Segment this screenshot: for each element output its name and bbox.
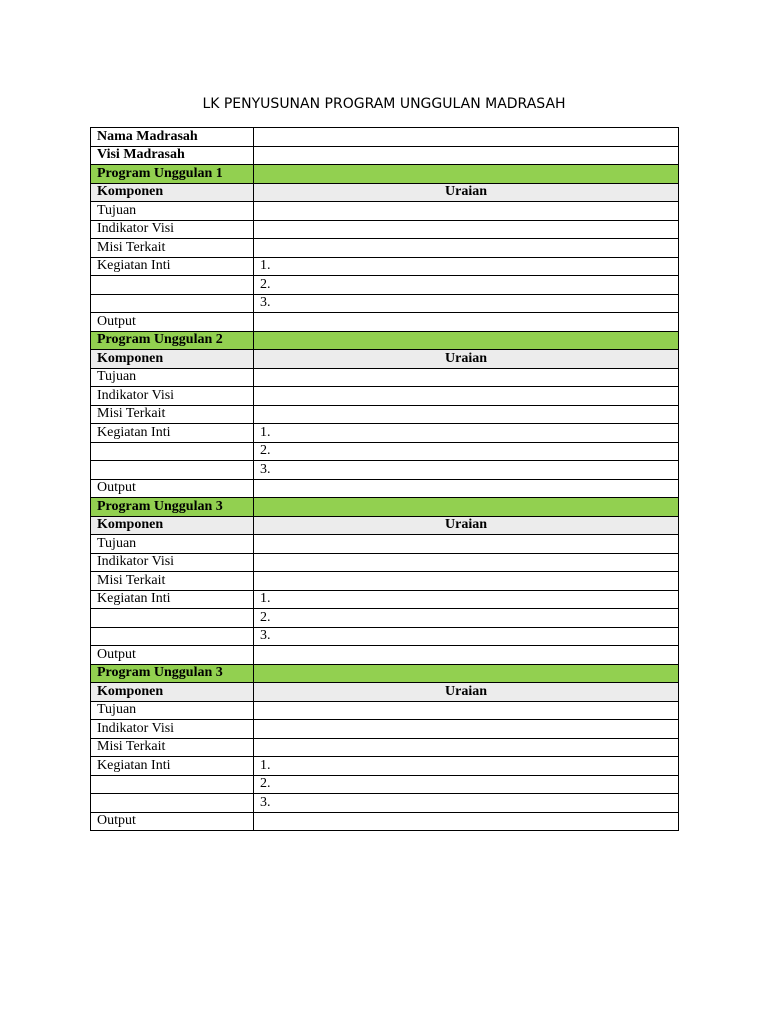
kegiatan-inti-label: Kegiatan Inti bbox=[91, 257, 254, 276]
empty-label-cell bbox=[91, 794, 254, 813]
komponen-header: Komponen bbox=[91, 183, 254, 202]
visi-madrasah-label: Visi Madrasah bbox=[91, 146, 254, 165]
empty-label-cell bbox=[91, 276, 254, 295]
column-header-row bbox=[91, 683, 679, 702]
uraian-header: Uraian bbox=[254, 183, 679, 202]
program-title: Program Unggulan 3 bbox=[91, 498, 254, 517]
program-header-row bbox=[91, 165, 679, 184]
kegiatan-inti-row bbox=[91, 590, 679, 609]
output-row bbox=[91, 646, 679, 665]
empty-label-cell bbox=[91, 442, 254, 461]
tujuan-field[interactable] bbox=[254, 535, 679, 554]
kegiatan-item-2[interactable]: 2. bbox=[254, 276, 679, 295]
kegiatan-inti-row bbox=[91, 276, 679, 295]
kegiatan-inti-label: Kegiatan Inti bbox=[91, 757, 254, 776]
indikator-visi-row bbox=[91, 387, 679, 406]
kegiatan-inti-row bbox=[91, 627, 679, 646]
column-header-row bbox=[91, 516, 679, 535]
tujuan-label: Tujuan bbox=[91, 202, 254, 221]
indikator-visi-row bbox=[91, 720, 679, 739]
column-header-row bbox=[91, 350, 679, 369]
empty-label-cell bbox=[91, 609, 254, 628]
visi-madrasah-field[interactable] bbox=[254, 146, 679, 165]
indikator-visi-row bbox=[91, 220, 679, 239]
indikator-visi-label: Indikator Visi bbox=[91, 553, 254, 572]
program-header-row bbox=[91, 664, 679, 683]
indikator-visi-row bbox=[91, 553, 679, 572]
program-header-row bbox=[91, 331, 679, 350]
kegiatan-inti-label: Kegiatan Inti bbox=[91, 424, 254, 443]
kegiatan-item-2[interactable]: 2. bbox=[254, 775, 679, 794]
kegiatan-item-3[interactable]: 3. bbox=[254, 461, 679, 480]
komponen-header: Komponen bbox=[91, 683, 254, 702]
kegiatan-inti-row bbox=[91, 757, 679, 776]
output-row bbox=[91, 479, 679, 498]
misi-terkait-row bbox=[91, 572, 679, 591]
misi-terkait-row bbox=[91, 239, 679, 258]
page-title: LK PENYUSUNAN PROGRAM UNGGULAN MADRASAH bbox=[202, 96, 566, 112]
tujuan-field[interactable] bbox=[254, 202, 679, 221]
program-header-row bbox=[91, 498, 679, 517]
misi-terkait-field[interactable] bbox=[254, 405, 679, 424]
tujuan-field[interactable] bbox=[254, 368, 679, 387]
indikator-visi-field[interactable] bbox=[254, 553, 679, 572]
uraian-header: Uraian bbox=[254, 683, 679, 702]
kegiatan-inti-row bbox=[91, 442, 679, 461]
output-row bbox=[91, 313, 679, 332]
misi-terkait-field[interactable] bbox=[254, 572, 679, 591]
nama-madrasah-row bbox=[91, 128, 679, 147]
output-label: Output bbox=[91, 646, 254, 665]
kegiatan-item-3[interactable]: 3. bbox=[254, 294, 679, 313]
indikator-visi-label: Indikator Visi bbox=[91, 720, 254, 739]
program-title: Program Unggulan 1 bbox=[91, 165, 254, 184]
misi-terkait-field[interactable] bbox=[254, 239, 679, 258]
tujuan-row bbox=[91, 202, 679, 221]
misi-terkait-label: Misi Terkait bbox=[91, 572, 254, 591]
misi-terkait-field[interactable] bbox=[254, 738, 679, 757]
program-title-filler bbox=[254, 331, 679, 350]
program-title: Program Unggulan 2 bbox=[91, 331, 254, 350]
indikator-visi-label: Indikator Visi bbox=[91, 387, 254, 406]
kegiatan-inti-row bbox=[91, 461, 679, 480]
tujuan-row bbox=[91, 535, 679, 554]
empty-label-cell bbox=[91, 775, 254, 794]
kegiatan-item-3[interactable]: 3. bbox=[254, 627, 679, 646]
output-label: Output bbox=[91, 313, 254, 332]
kegiatan-inti-row bbox=[91, 424, 679, 443]
kegiatan-inti-row bbox=[91, 775, 679, 794]
kegiatan-item-3[interactable]: 3. bbox=[254, 794, 679, 813]
nama-madrasah-label: Nama Madrasah bbox=[91, 128, 254, 147]
output-field[interactable] bbox=[254, 646, 679, 665]
program-title-filler bbox=[254, 165, 679, 184]
kegiatan-inti-row bbox=[91, 257, 679, 276]
indikator-visi-field[interactable] bbox=[254, 720, 679, 739]
komponen-header: Komponen bbox=[91, 516, 254, 535]
tujuan-label: Tujuan bbox=[91, 368, 254, 387]
nama-madrasah-field[interactable] bbox=[254, 128, 679, 147]
program-title-filler bbox=[254, 498, 679, 517]
misi-terkait-label: Misi Terkait bbox=[91, 239, 254, 258]
uraian-header: Uraian bbox=[254, 350, 679, 369]
kegiatan-item-1[interactable]: 1. bbox=[254, 757, 679, 776]
tujuan-field[interactable] bbox=[254, 701, 679, 720]
tujuan-label: Tujuan bbox=[91, 701, 254, 720]
kegiatan-inti-row bbox=[91, 294, 679, 313]
tujuan-label: Tujuan bbox=[91, 535, 254, 554]
kegiatan-item-1[interactable]: 1. bbox=[254, 257, 679, 276]
output-field[interactable] bbox=[254, 479, 679, 498]
column-header-row bbox=[91, 183, 679, 202]
kegiatan-inti-label: Kegiatan Inti bbox=[91, 590, 254, 609]
indikator-visi-field[interactable] bbox=[254, 387, 679, 406]
output-field[interactable] bbox=[254, 313, 679, 332]
empty-label-cell bbox=[91, 627, 254, 646]
uraian-header: Uraian bbox=[254, 516, 679, 535]
kegiatan-item-1[interactable]: 1. bbox=[254, 590, 679, 609]
misi-terkait-label: Misi Terkait bbox=[91, 405, 254, 424]
tujuan-row bbox=[91, 701, 679, 720]
program-form-table bbox=[90, 127, 679, 831]
output-label: Output bbox=[91, 812, 254, 831]
output-label: Output bbox=[91, 479, 254, 498]
misi-terkait-label: Misi Terkait bbox=[91, 738, 254, 757]
kegiatan-inti-row bbox=[91, 609, 679, 628]
indikator-visi-label: Indikator Visi bbox=[91, 220, 254, 239]
visi-madrasah-row bbox=[91, 146, 679, 165]
komponen-header: Komponen bbox=[91, 350, 254, 369]
program-title: Program Unggulan 3 bbox=[91, 664, 254, 683]
empty-label-cell bbox=[91, 461, 254, 480]
kegiatan-item-1[interactable]: 1. bbox=[254, 424, 679, 443]
kegiatan-item-2[interactable]: 2. bbox=[254, 609, 679, 628]
misi-terkait-row bbox=[91, 738, 679, 757]
empty-label-cell bbox=[91, 294, 254, 313]
kegiatan-inti-row bbox=[91, 794, 679, 813]
program-title-filler bbox=[254, 664, 679, 683]
misi-terkait-row bbox=[91, 405, 679, 424]
indikator-visi-field[interactable] bbox=[254, 220, 679, 239]
kegiatan-item-2[interactable]: 2. bbox=[254, 442, 679, 461]
output-row bbox=[91, 812, 679, 831]
tujuan-row bbox=[91, 368, 679, 387]
output-field[interactable] bbox=[254, 812, 679, 831]
